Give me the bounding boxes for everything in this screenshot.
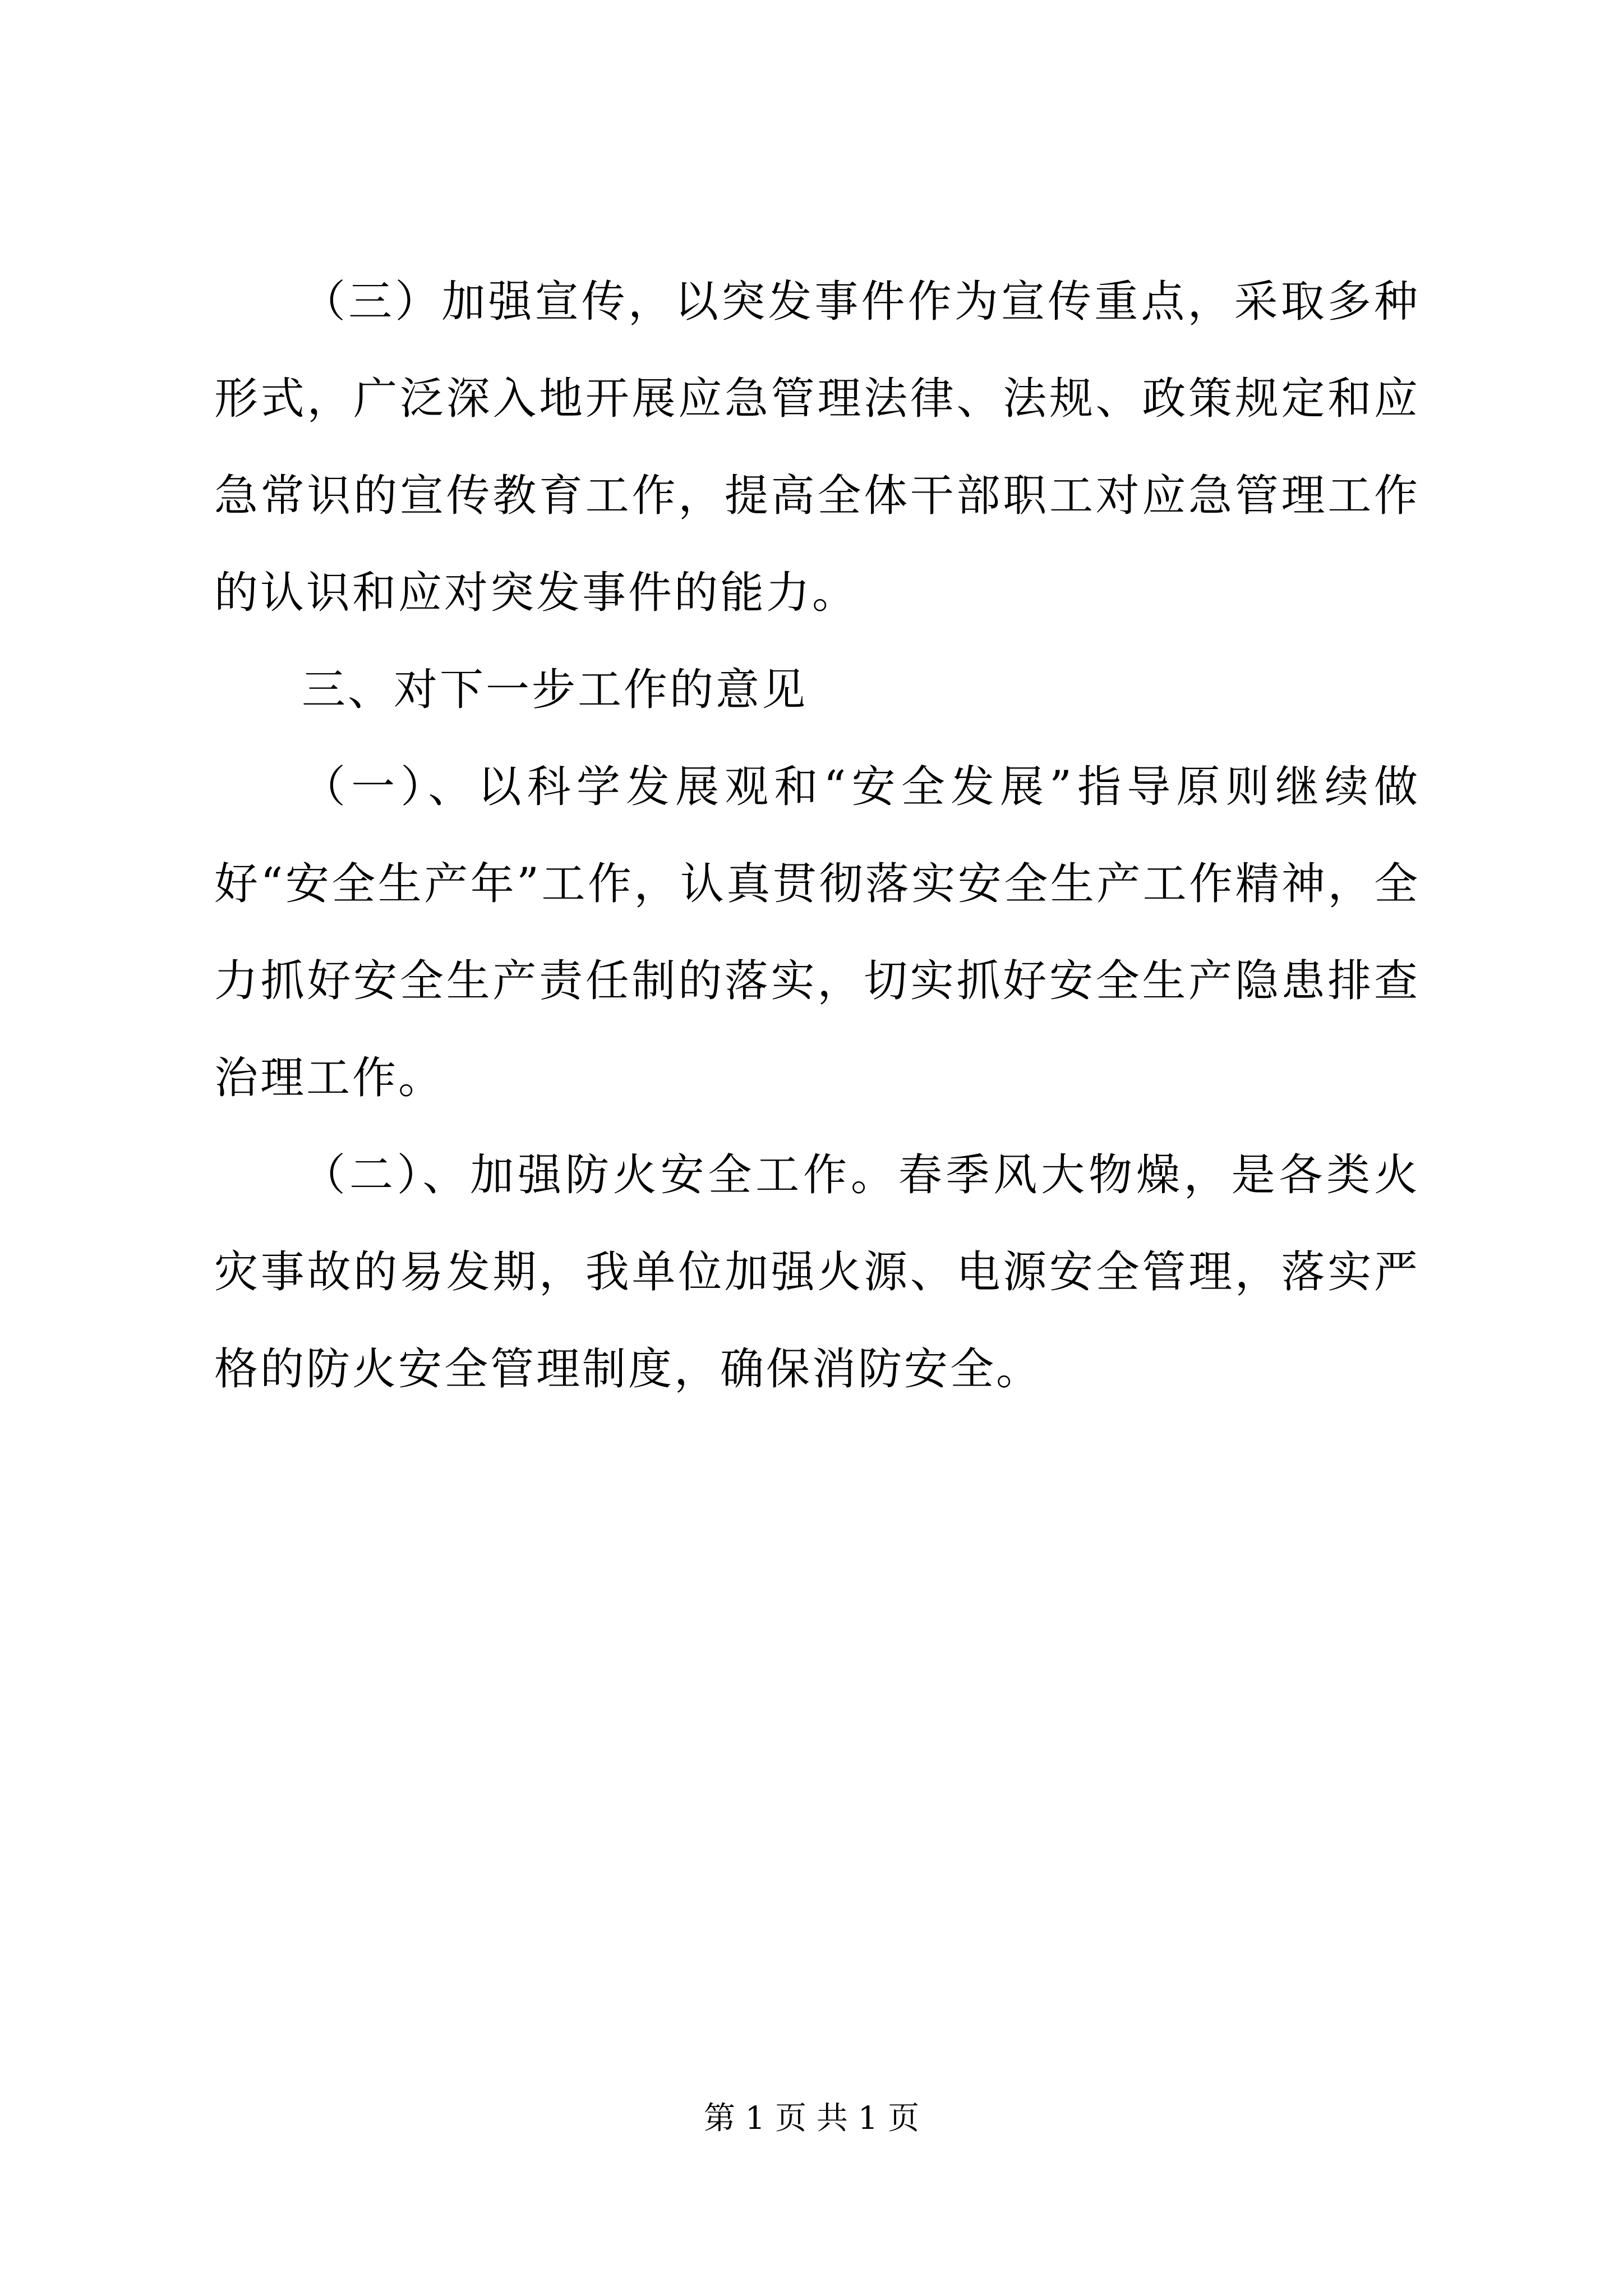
section-heading-next-steps: 三、对下一步工作的意见 (302, 665, 808, 715)
document-body (214, 254, 1420, 1418)
page-footer: 第 1 页 共 1 页 (703, 2100, 920, 2137)
paragraph-publicity: （三）加强宣传，以突发事件作为宣传重点，采取多种形式，广泛深入地开展应急管理法律、法规、政策规定和应急常识的宣传教育工作，提高全体干部职工对应急管理工作的认识和应对突发事件的能力。 (214, 277, 1420, 618)
paragraph-fire-safety: （二）、加强防火安全工作。春季风大物燥，是各类火灾事故的易发期，我单位加强火源、电源安全管理，落实严格的防火安全管理制度，确保消防安全。 (214, 1150, 1420, 1395)
paragraph-safe-production: （一）、以科学发展观和“安全发展”指导原则继续做好“安全生产年”工作，认真贯彻落实安全生产工作精神，全力抓好安全生产责任制的落实，切实抓好安全生产隐患排查治理工作。 (214, 762, 1420, 1103)
